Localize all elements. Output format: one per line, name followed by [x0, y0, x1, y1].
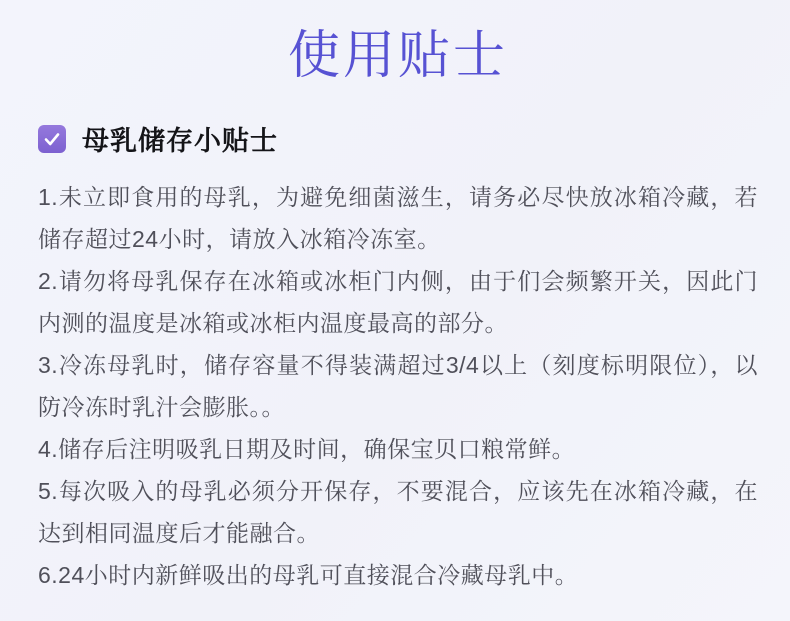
section-heading: 母乳储存小贴士 — [82, 126, 278, 157]
tip-item: 3.冷冻母乳时，储存容量不得装满超过3/4以上（刻度标明限位），以防冷冻时乳汁会膨胀。。 — [38, 352, 758, 421]
page-title: 使用贴士 — [287, 27, 508, 85]
tip-item: 4.储存后注明吸乳日期及时间，确保宝贝口粮常鲜。 — [38, 436, 576, 463]
tip-item: 5.每次吸入的母乳必须分开保存，不要混合，应该先在冰箱冷藏，在达到相同温度后才能融合。 — [38, 478, 758, 547]
tips-list — [38, 176, 758, 596]
tip-item: 1.未立即食用的母乳，为避免细菌滋生，请务必尽快放冰箱冷藏，若储存超过24小时，请放入冰箱冷冻室。 — [38, 184, 758, 253]
tip-item: 2.请勿将母乳保存在冰箱或冰柜门内侧，由于们会频繁开关，因此门内测的温度是冰箱或冰柜内温度最高的部分。 — [38, 268, 758, 337]
tip-item: 6.24小时内新鲜吸出的母乳可直接混合冷藏母乳中。 — [38, 562, 579, 589]
section-heading-row — [38, 119, 758, 158]
checked-checkbox-icon — [38, 125, 66, 153]
